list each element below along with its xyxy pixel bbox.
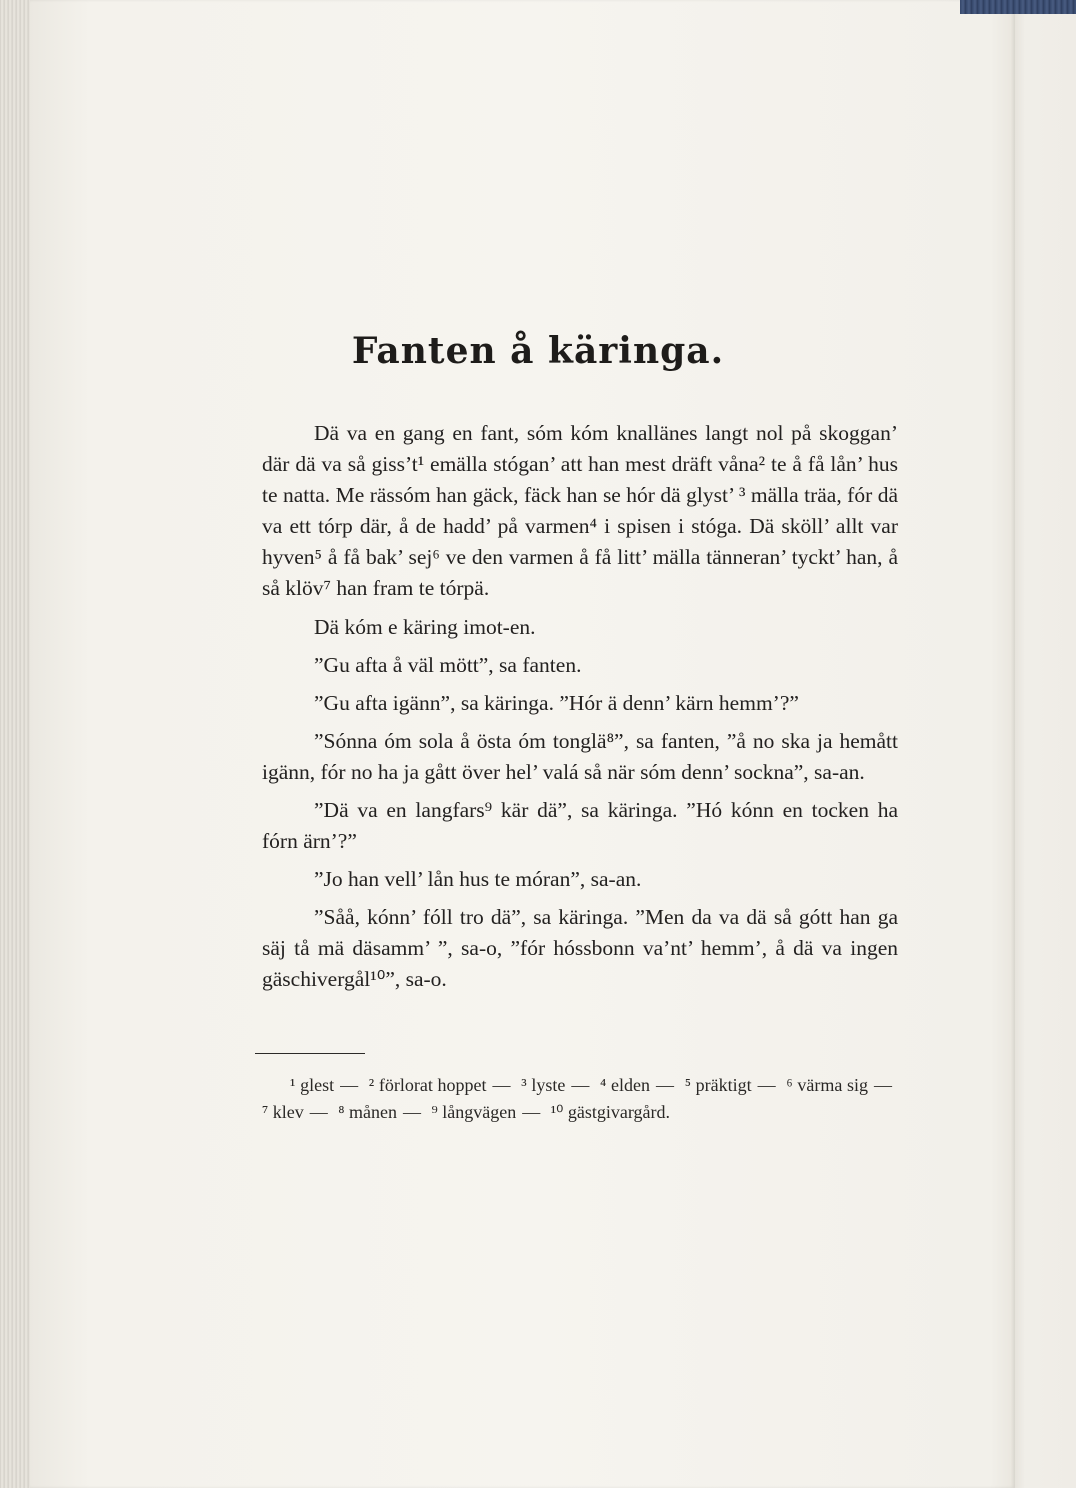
paragraph: ”Sónna óm sola å östa óm tonglä⁸”, sa fanten, ”å no ska ja hemått igänn, fór no ha ja gått över hel’ valá så när sóm denn’ sockna”, sa-an. <box>262 729 898 784</box>
paragraph: ”Såå, kónn’ fóll tro dä”, sa käringa. ”Men da va dä så gótt han ga säj tå mä däsamm’ ”, sa-o, ”fór hóssbonn va’nt’ hemm’, å dä va ingen gäschivergål¹⁰”, sa-o. <box>262 905 898 991</box>
story-title: Fanten å käringa. <box>351 330 725 372</box>
footnote: ¹ glest <box>290 1075 335 1095</box>
footnote: ⁷ klev <box>262 1102 304 1122</box>
footnotes: ¹ glest — ² förlorat hoppet — ³ lyste — ⁴ elden — ⁵ präktigt — ⁶ värma sig — ⁷ klev — ⁸ månen — ⁹ långvägen — ¹⁰ gästgivargård. <box>262 1075 893 1122</box>
footnote: ³ lyste <box>521 1075 566 1095</box>
paragraph: ”Gu afta igänn”, sa käringa. ”Hór ä denn’ kärn hemm’?” <box>314 691 799 715</box>
footnote: ⁴ elden <box>600 1075 650 1095</box>
footnote: ² förlorat hoppet <box>368 1075 487 1095</box>
footnote: ⁸ månen <box>338 1102 398 1122</box>
footnote: ⁵ präktigt <box>684 1075 752 1095</box>
next-page-edge <box>1015 0 1076 1488</box>
footnote: ¹⁰ gästgivargård. <box>550 1102 671 1122</box>
footnote: ⁶ värma sig <box>786 1075 869 1095</box>
paragraph: ”Gu afta å väl mött”, sa fanten. <box>314 653 582 677</box>
paragraph: ”Dä va en langfars⁹ kär dä”, sa käringa. ”Hó kónn en tocken ha fórn ärn’?” <box>262 798 898 853</box>
footnote: ⁹ långvägen <box>431 1102 517 1122</box>
paragraph: Dä va en gang en fant, sóm kóm knallänes langt nol på skoggan’ där dä va så giss’t¹ emälla stógan’ att han mest dräft våna² te å få lån’ hus te natta. Me rässóm han gäck, fäck han se hór dä glyst’ ³ mälla träa, fór dä va ett tórp där, å de hadd’ på varmen⁴ i spisen i stóga. Dä sköll’ allt var hyven⁵ å få bak’ sej⁶ ve den varmen å få litt’ mälla tänneran’ tyckt’ han, å så klöv⁷ han fram te tórpä. <box>262 421 898 600</box>
page-stack-edge <box>0 0 30 1488</box>
blue-cloth-background <box>960 0 1076 14</box>
paragraph: ”Jo han vell’ lån hus te móran”, sa-an. <box>314 867 642 891</box>
footnote-rule <box>255 1053 365 1054</box>
paragraph: Dä kóm e käring imot-en. <box>314 615 536 639</box>
story-body <box>262 418 898 1002</box>
